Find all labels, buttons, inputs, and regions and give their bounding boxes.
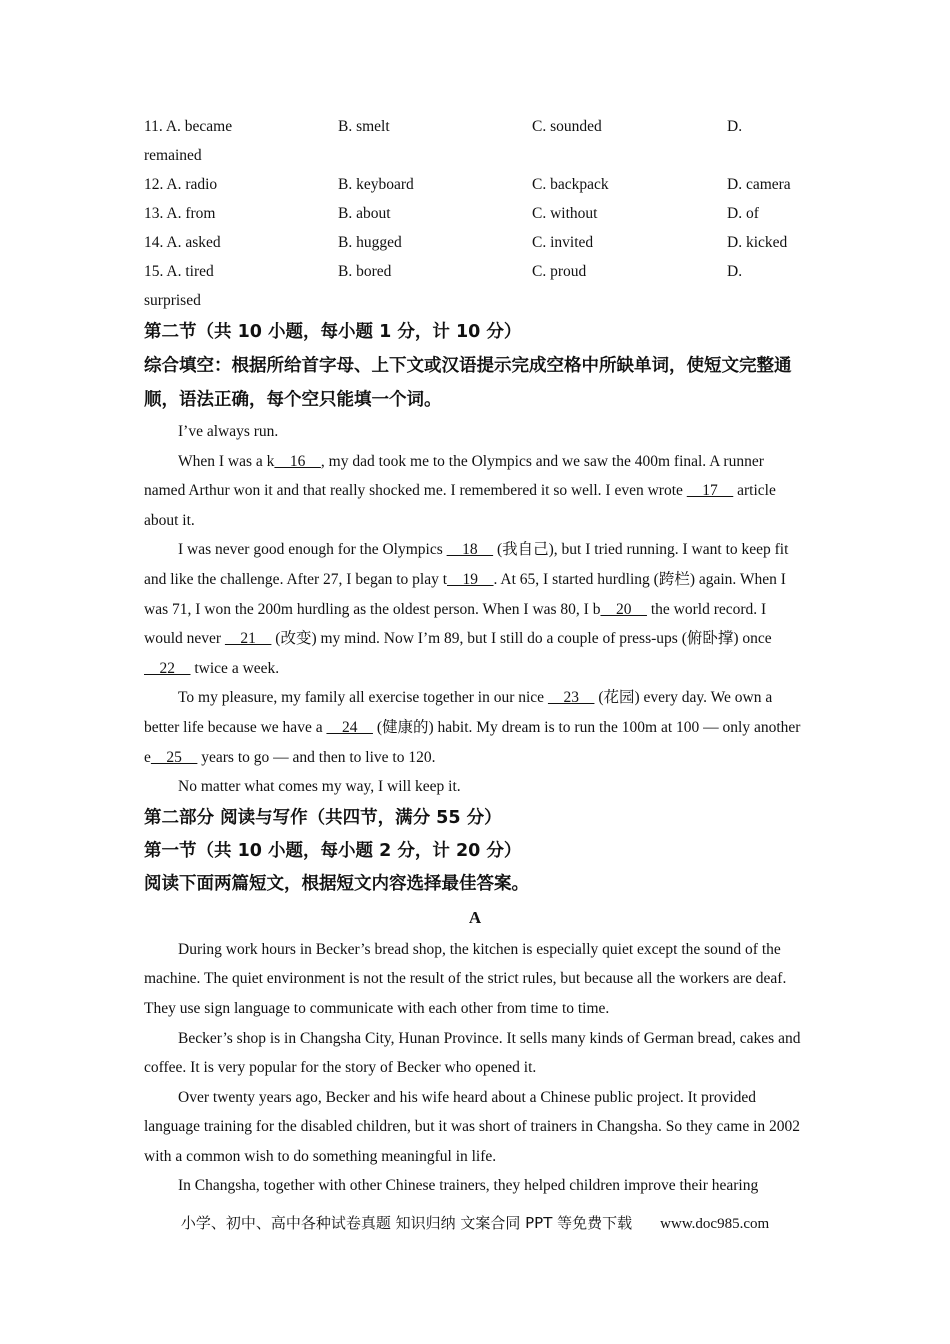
passage-paragraph: During work hours in Becker’s bread shop, the kitchen is especially quiet except the sound of the machine. The quiet environment is not the result of the strict rules, but because all the workers are deaf. They use sign language to communicate with each other from time to time. xyxy=(144,940,787,1017)
cloze-paragraph: To my pleasure, my family all exercise together in our nice 23 (花园) every day. We own a better life because we have a 24 (健康的) habit. My dream is to run the 100m at 100 — only another e 25 years to go — and then to live to 120. xyxy=(144,689,801,766)
blank-22: 22 xyxy=(144,659,191,677)
option-d: D. kicked xyxy=(727,234,788,251)
cloze-paragraph: When I was a k 16 , my dad took me to the Olympics and we saw the 400m final. A runner named Arthur won it and that really shocked me. I remembered it so well. I even wrote 17 article about it. xyxy=(144,452,776,529)
option-row-12 xyxy=(144,170,806,199)
passage-label: A xyxy=(468,907,482,927)
part-heading: 第二部分 阅读与写作（共四节，满分 55 分） xyxy=(144,807,502,828)
option-c: C. invited xyxy=(532,234,594,251)
blank-23: 23 xyxy=(547,689,595,707)
passage-paragraph: Over twenty years ago, Becker and his wife heard about a Chinese public project. It provided language training for the disabled children, but it was short of trainers in Changsha. So they came in 2002 with a common wish to do something meaningful in life. xyxy=(144,1088,801,1165)
passage-paragraph: Becker’s shop is in Changsha City, Hunan Province. It sells many kinds of German bread, cakes and coffee. It is very popular for the story of Becker who opened it. xyxy=(144,1029,801,1077)
blank-17: 17 xyxy=(686,482,734,500)
passage-paragraph: In Changsha, together with other Chinese trainers, they helped children improve their hearing xyxy=(178,1177,759,1195)
blank-18: 18 xyxy=(446,541,494,559)
option-d: D. xyxy=(727,118,743,135)
option-a: 14. A. asked xyxy=(144,234,221,251)
cloze-paragraph: No matter what comes my way, I will keep it. xyxy=(178,778,461,796)
cloze-paragraph: I was never good enough for the Olympics 18 (我自己), but I tried running. I want to keep fit and like the challenge. After 27, I began to play t 19 . At 65, I started hurdling (跨栏) again. When I was 71, I won the 200m hurdling as the oldest person. When I was 80, I b 20 the world record. I would never 21 (改变) my mind. Now I’m 89, but I still do a couple of press-ups (俯卧撑) once 22 twice a week. xyxy=(144,541,789,677)
section-instruction: 综合填空：根据所给首字母、上下文或汉语提示完成空格中所缺单词，使短文完整通顺，语法正确，每个空只能填一个词。 xyxy=(144,356,792,410)
multiple-choice-options xyxy=(144,112,806,315)
option-d-wrap: remained xyxy=(144,147,202,164)
option-a: 11. A. became xyxy=(144,118,233,135)
option-d: D. xyxy=(727,263,743,280)
blank-16: 16 xyxy=(274,452,321,470)
option-c: C. proud xyxy=(532,263,587,280)
blank-24: 24 xyxy=(326,718,373,736)
option-row-14 xyxy=(144,228,806,257)
option-b: B. hugged xyxy=(338,234,402,251)
option-c: C. without xyxy=(532,205,598,222)
section-heading: 第一节（共 10 小题，每小题 2 分，计 20 分） xyxy=(144,840,522,861)
option-b: B. about xyxy=(338,205,391,222)
option-b: B. keyboard xyxy=(338,176,414,193)
footer-url[interactable]: www.doc985.com xyxy=(660,1216,770,1232)
blank-25: 25 xyxy=(150,748,198,766)
option-d: D. camera xyxy=(727,176,791,193)
option-row-13 xyxy=(144,199,806,228)
option-d: D. of xyxy=(727,205,759,222)
cloze-paragraph: I’ve always run. xyxy=(178,423,279,440)
option-a: 13. A. from xyxy=(144,205,216,222)
blank-21: 21 xyxy=(224,630,272,648)
option-d-wrap: surprised xyxy=(144,292,201,309)
option-a: 12. A. radio xyxy=(144,176,218,193)
blank-20: 20 xyxy=(600,600,647,618)
blank-19: 19 xyxy=(447,570,494,588)
option-row-11 xyxy=(144,112,806,141)
option-a: 15. A. tired xyxy=(144,263,214,280)
option-c: C. backpack xyxy=(532,176,609,193)
section-heading: 第二节（共 10 小题，每小题 1 分，计 10 分） xyxy=(144,322,522,342)
option-b: B. smelt xyxy=(338,118,390,135)
option-row-15 xyxy=(144,257,806,286)
option-c: C. sounded xyxy=(532,118,602,135)
document-page xyxy=(144,112,806,1201)
page-footer xyxy=(0,1212,950,1233)
section-instruction: 阅读下面两篇短文，根据短文内容选择最佳答案。 xyxy=(144,873,529,894)
footer-text: 小学、初中、高中各种试卷真题 知识归纳 文案合同 PPT 等免费下载 xyxy=(180,1214,633,1232)
option-b: B. bored xyxy=(338,263,392,280)
